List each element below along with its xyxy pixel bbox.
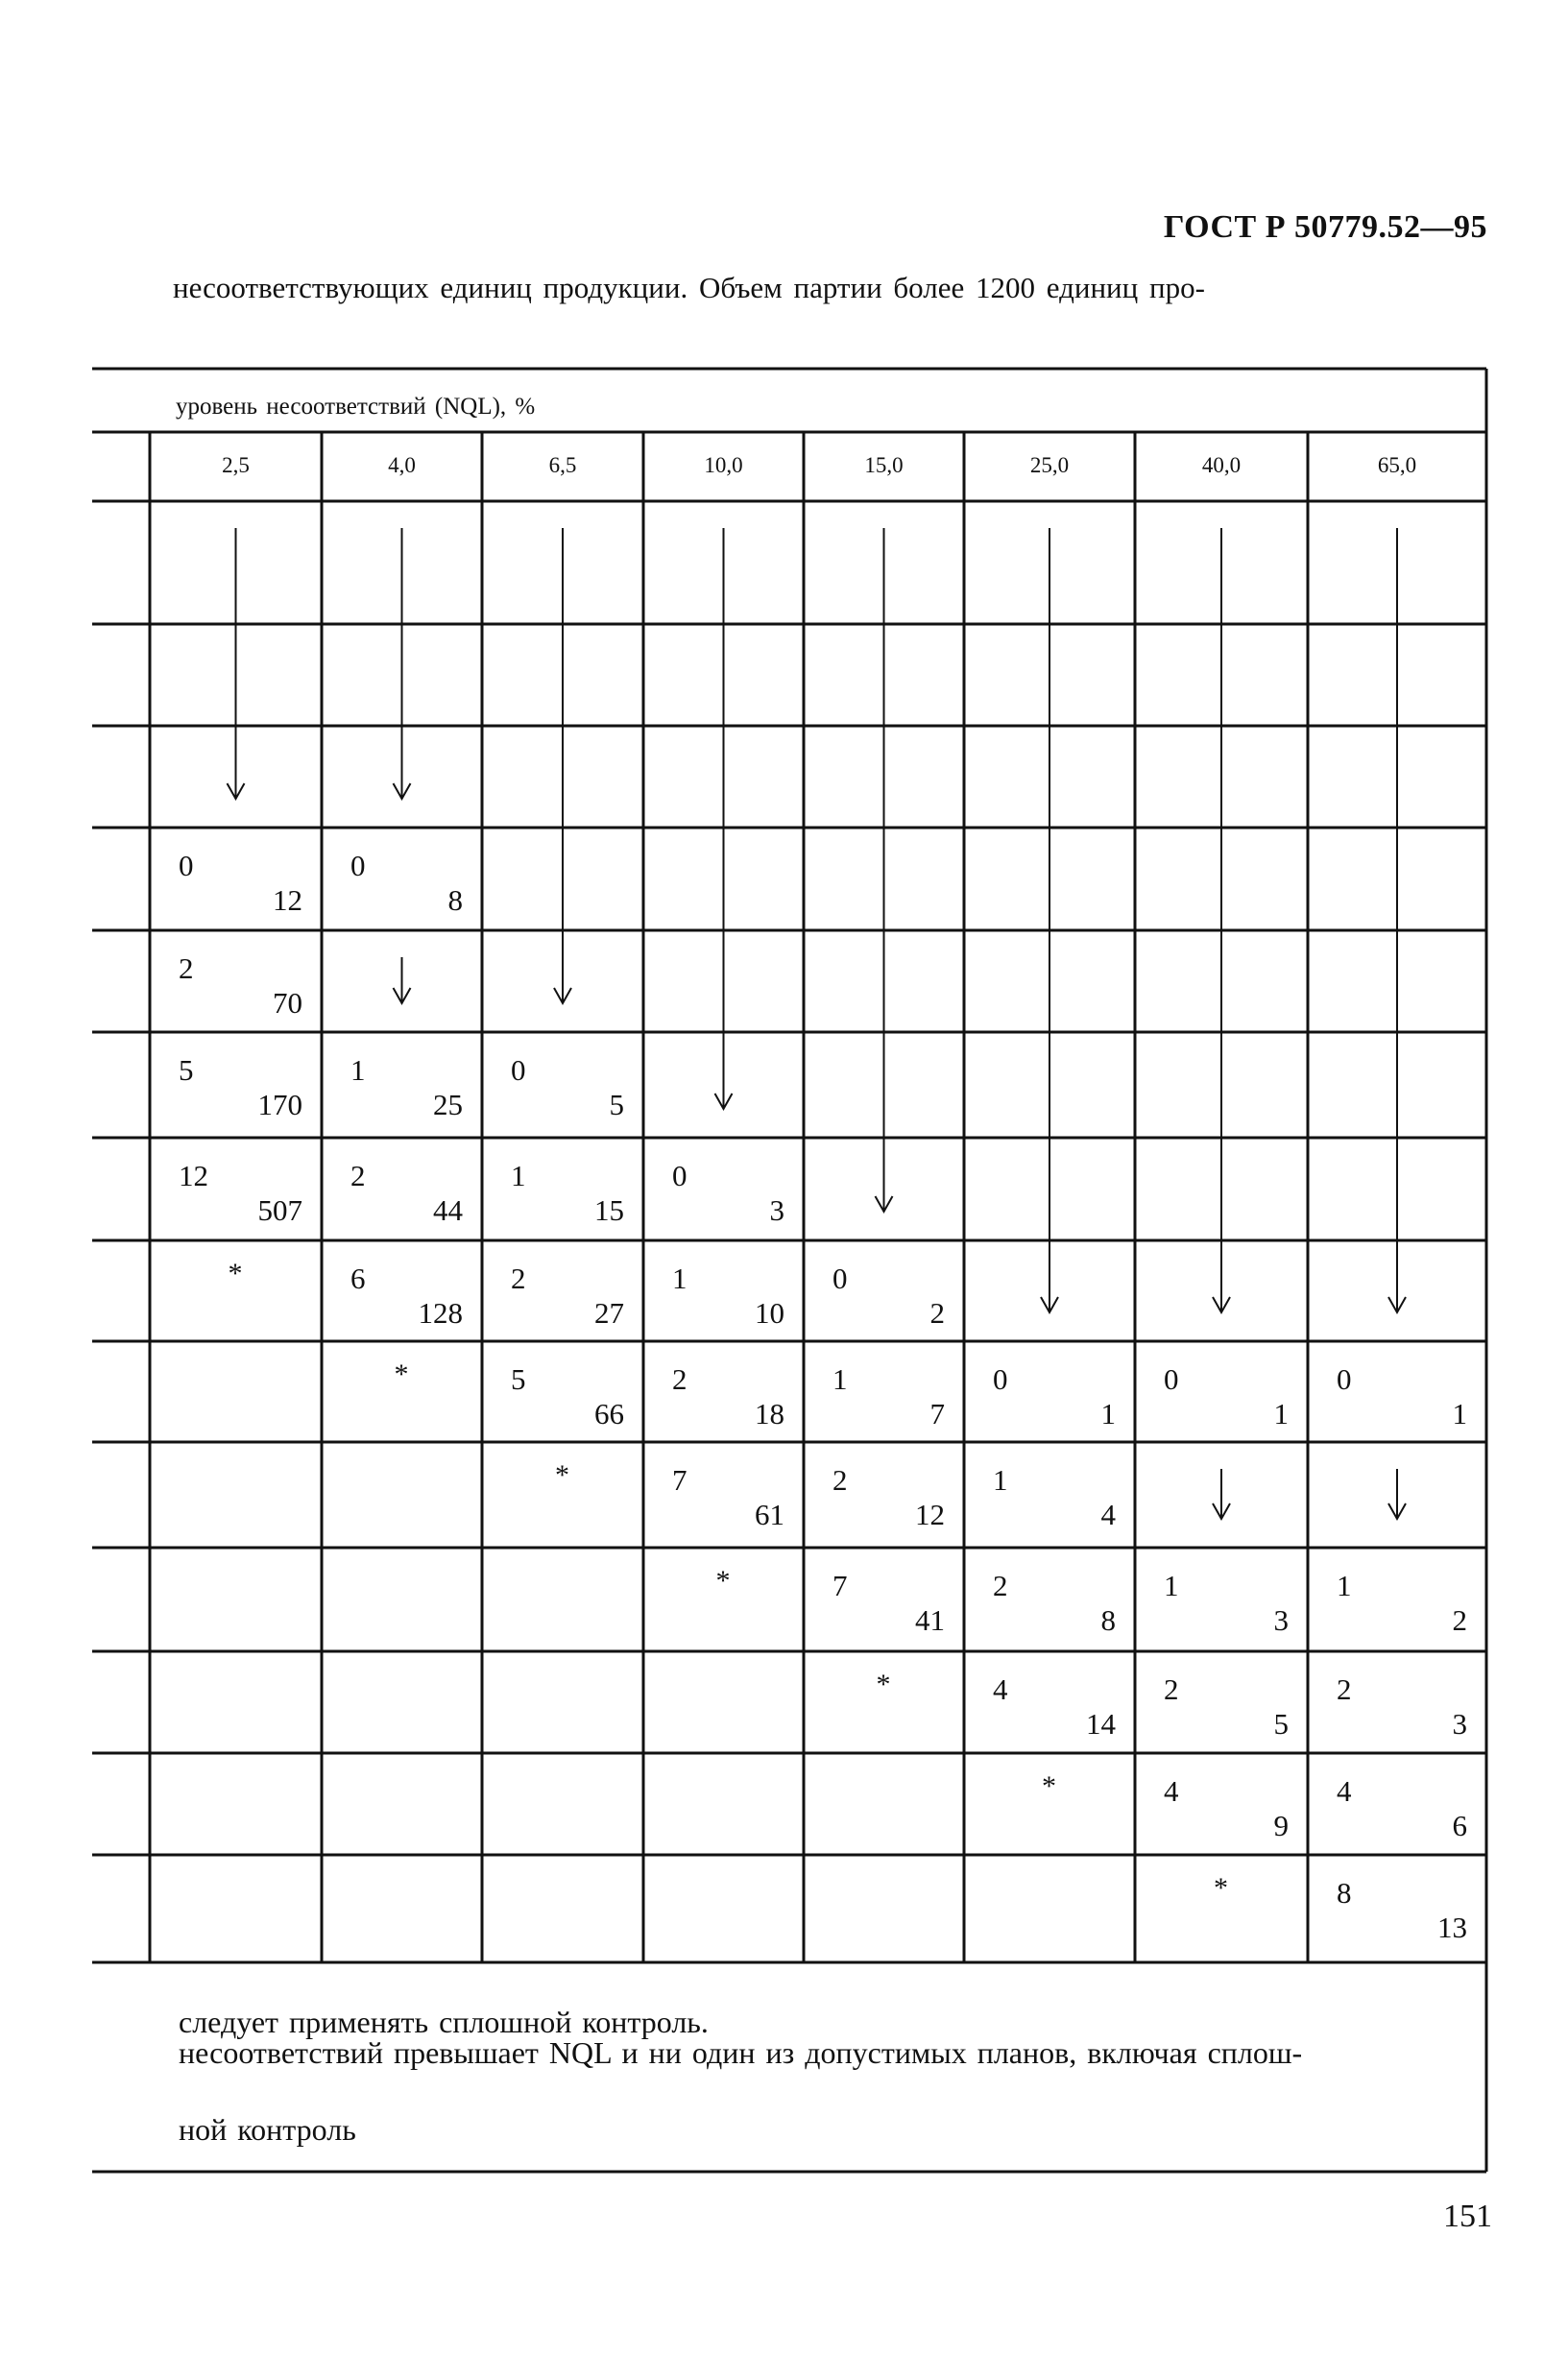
plan-cell	[993, 1571, 1116, 1640]
plan-cell	[1337, 1674, 1467, 1743]
plan-cell	[511, 1161, 624, 1230]
plan-cell	[1337, 1571, 1467, 1640]
sample-size: 8	[447, 883, 463, 917]
plan-cell	[1337, 1364, 1467, 1433]
acceptance-number: 1	[1164, 1569, 1179, 1602]
plan-cell	[179, 1161, 302, 1230]
plan-cell	[832, 1571, 945, 1640]
acceptance-number: 0	[993, 1362, 1008, 1396]
down-arrow-icon	[554, 988, 571, 1003]
column-header-nql: 4,0	[388, 453, 416, 477]
plan-cell	[672, 1465, 784, 1534]
plan-cell	[1337, 1878, 1467, 1947]
acceptance-number: 0	[1337, 1362, 1352, 1396]
plan-cell	[350, 1055, 463, 1124]
sample-size: 507	[257, 1193, 302, 1227]
sample-size: 1	[1273, 1397, 1289, 1430]
sample-size: 27	[594, 1296, 624, 1330]
acceptance-number: 4	[1337, 1774, 1352, 1808]
plan-cell	[832, 1364, 945, 1433]
asterisk-mark: *	[228, 1258, 243, 1289]
note-line-2: несоответствий превышает NQL и ни один из допустимых планов, включая сплош-	[179, 2035, 1303, 2070]
down-arrow-icon	[1388, 1503, 1406, 1519]
acceptance-number: 2	[511, 1262, 526, 1295]
sample-size: 4	[1100, 1498, 1116, 1531]
sample-size: 70	[273, 986, 302, 1020]
sample-size: 8	[1100, 1603, 1116, 1637]
down-arrow-icon	[394, 783, 411, 799]
down-arrow-icon	[1388, 1297, 1406, 1312]
plan-cell	[993, 1674, 1116, 1743]
acceptance-number: 7	[832, 1569, 848, 1602]
plan-cell	[672, 1263, 784, 1333]
down-arrow-icon	[1213, 1297, 1230, 1312]
sample-size: 41	[915, 1603, 945, 1637]
acceptance-number: 1	[832, 1362, 848, 1396]
acceptance-number: 12	[179, 1159, 208, 1192]
sample-size: 1	[1452, 1397, 1467, 1430]
sample-size: 5	[1273, 1707, 1289, 1741]
down-arrow-icon	[394, 988, 411, 1003]
plan-cell	[1164, 1674, 1289, 1743]
plan-cell	[179, 851, 302, 920]
acceptance-number: 1	[350, 1053, 366, 1087]
sample-size: 3	[769, 1193, 784, 1227]
acceptance-number: 1	[1337, 1569, 1352, 1602]
asterisk-mark: *	[1214, 1872, 1228, 1904]
plan-cell	[832, 1263, 945, 1333]
plan-cell	[511, 1364, 624, 1433]
asterisk-mark: *	[876, 1669, 891, 1700]
sample-size: 3	[1452, 1707, 1467, 1741]
acceptance-number: 2	[993, 1569, 1008, 1602]
sample-size: 1	[1100, 1397, 1116, 1430]
acceptance-number: 7	[672, 1463, 688, 1497]
sample-size: 170	[257, 1088, 302, 1121]
sample-size: 12	[273, 883, 302, 917]
acceptance-number: 0	[350, 849, 366, 882]
column-header-nql: 65,0	[1377, 453, 1417, 477]
acceptance-number: 1	[511, 1159, 526, 1192]
asterisk-mark: *	[715, 1565, 731, 1597]
acceptance-number: 1	[993, 1463, 1008, 1497]
sample-size: 2	[1452, 1603, 1467, 1637]
sample-size: 18	[755, 1397, 784, 1430]
plan-cell	[1164, 1776, 1289, 1845]
acceptance-number: 5	[179, 1053, 194, 1087]
plan-cell	[1337, 1776, 1467, 1845]
acceptance-number: 4	[993, 1672, 1008, 1706]
plan-cell	[179, 953, 302, 1022]
plan-cell	[511, 1055, 624, 1124]
down-arrow-icon	[715, 1094, 733, 1109]
sample-size: 15	[594, 1193, 624, 1227]
sample-size: 2	[929, 1296, 945, 1330]
sample-size: 10	[755, 1296, 784, 1330]
note-line-1: следует применять сплошной контроль.	[179, 2005, 709, 2039]
table-caption: уровень несоответствий (NQL), %	[176, 394, 536, 420]
column-header-nql: 40,0	[1201, 453, 1242, 477]
acceptance-number: 0	[672, 1159, 688, 1192]
plan-cell	[350, 1161, 463, 1230]
acceptance-number: 2	[1164, 1672, 1179, 1706]
down-arrow-icon	[1213, 1503, 1230, 1519]
standard-header: ГОСТ Р 50779.52—95	[1163, 209, 1487, 245]
acceptance-number: 2	[350, 1159, 366, 1192]
sample-size: 13	[1437, 1911, 1467, 1944]
plan-cell	[1164, 1364, 1289, 1433]
sample-size: 128	[418, 1296, 463, 1330]
note-line-3: ной контроль	[179, 2112, 356, 2147]
down-arrow-icon	[1041, 1297, 1058, 1312]
asterisk-mark: *	[1042, 1770, 1056, 1802]
sample-size: 44	[433, 1193, 463, 1227]
asterisk-mark: *	[394, 1358, 409, 1390]
plan-cell	[511, 1263, 624, 1333]
sample-size: 12	[915, 1498, 945, 1531]
asterisk-mark: *	[555, 1459, 569, 1491]
sample-size: 25	[433, 1088, 463, 1121]
page-number: 151	[1443, 2199, 1492, 2234]
acceptance-number: 2	[832, 1463, 848, 1497]
column-header-nql: 2,5	[222, 453, 250, 477]
down-arrow-icon	[228, 783, 245, 799]
acceptance-number: 0	[832, 1262, 848, 1295]
column-header-nql: 6,5	[548, 453, 577, 477]
column-header-nql: 15,0	[864, 453, 904, 477]
column-header-nql: 10,0	[704, 453, 743, 477]
plan-cell	[1164, 1571, 1289, 1640]
plan-cell	[350, 1263, 463, 1333]
plan-cell	[993, 1364, 1116, 1433]
acceptance-number: 0	[511, 1053, 526, 1087]
sample-size: 66	[594, 1397, 624, 1430]
acceptance-number: 6	[350, 1262, 366, 1295]
sample-size: 5	[609, 1088, 624, 1121]
sample-size: 7	[929, 1397, 945, 1430]
sample-size: 3	[1273, 1603, 1289, 1637]
acceptance-number: 0	[179, 849, 194, 882]
column-header-nql: 25,0	[1029, 453, 1070, 477]
down-arrow-icon	[876, 1196, 893, 1212]
acceptance-number: 2	[672, 1362, 688, 1396]
acceptance-number: 0	[1164, 1362, 1179, 1396]
plan-cell	[672, 1161, 784, 1230]
acceptance-number: 4	[1164, 1774, 1179, 1808]
acceptance-number: 1	[672, 1262, 688, 1295]
plan-cell	[672, 1364, 784, 1433]
sample-size: 61	[755, 1498, 784, 1531]
acceptance-number: 5	[511, 1362, 526, 1396]
sample-size: 9	[1273, 1809, 1289, 1842]
plan-cell	[993, 1465, 1116, 1534]
acceptance-number: 2	[179, 951, 194, 985]
sample-size: 6	[1452, 1809, 1467, 1842]
acceptance-number: 8	[1337, 1876, 1352, 1910]
acceptance-number: 2	[1337, 1672, 1352, 1706]
plan-cell	[179, 1055, 302, 1124]
plan-cell	[350, 851, 463, 920]
plan-cell	[832, 1465, 945, 1534]
intro-text: несоответствующих единиц продукции. Объем партии более 1200 единиц про-	[173, 271, 1205, 304]
sample-size: 14	[1086, 1707, 1116, 1741]
